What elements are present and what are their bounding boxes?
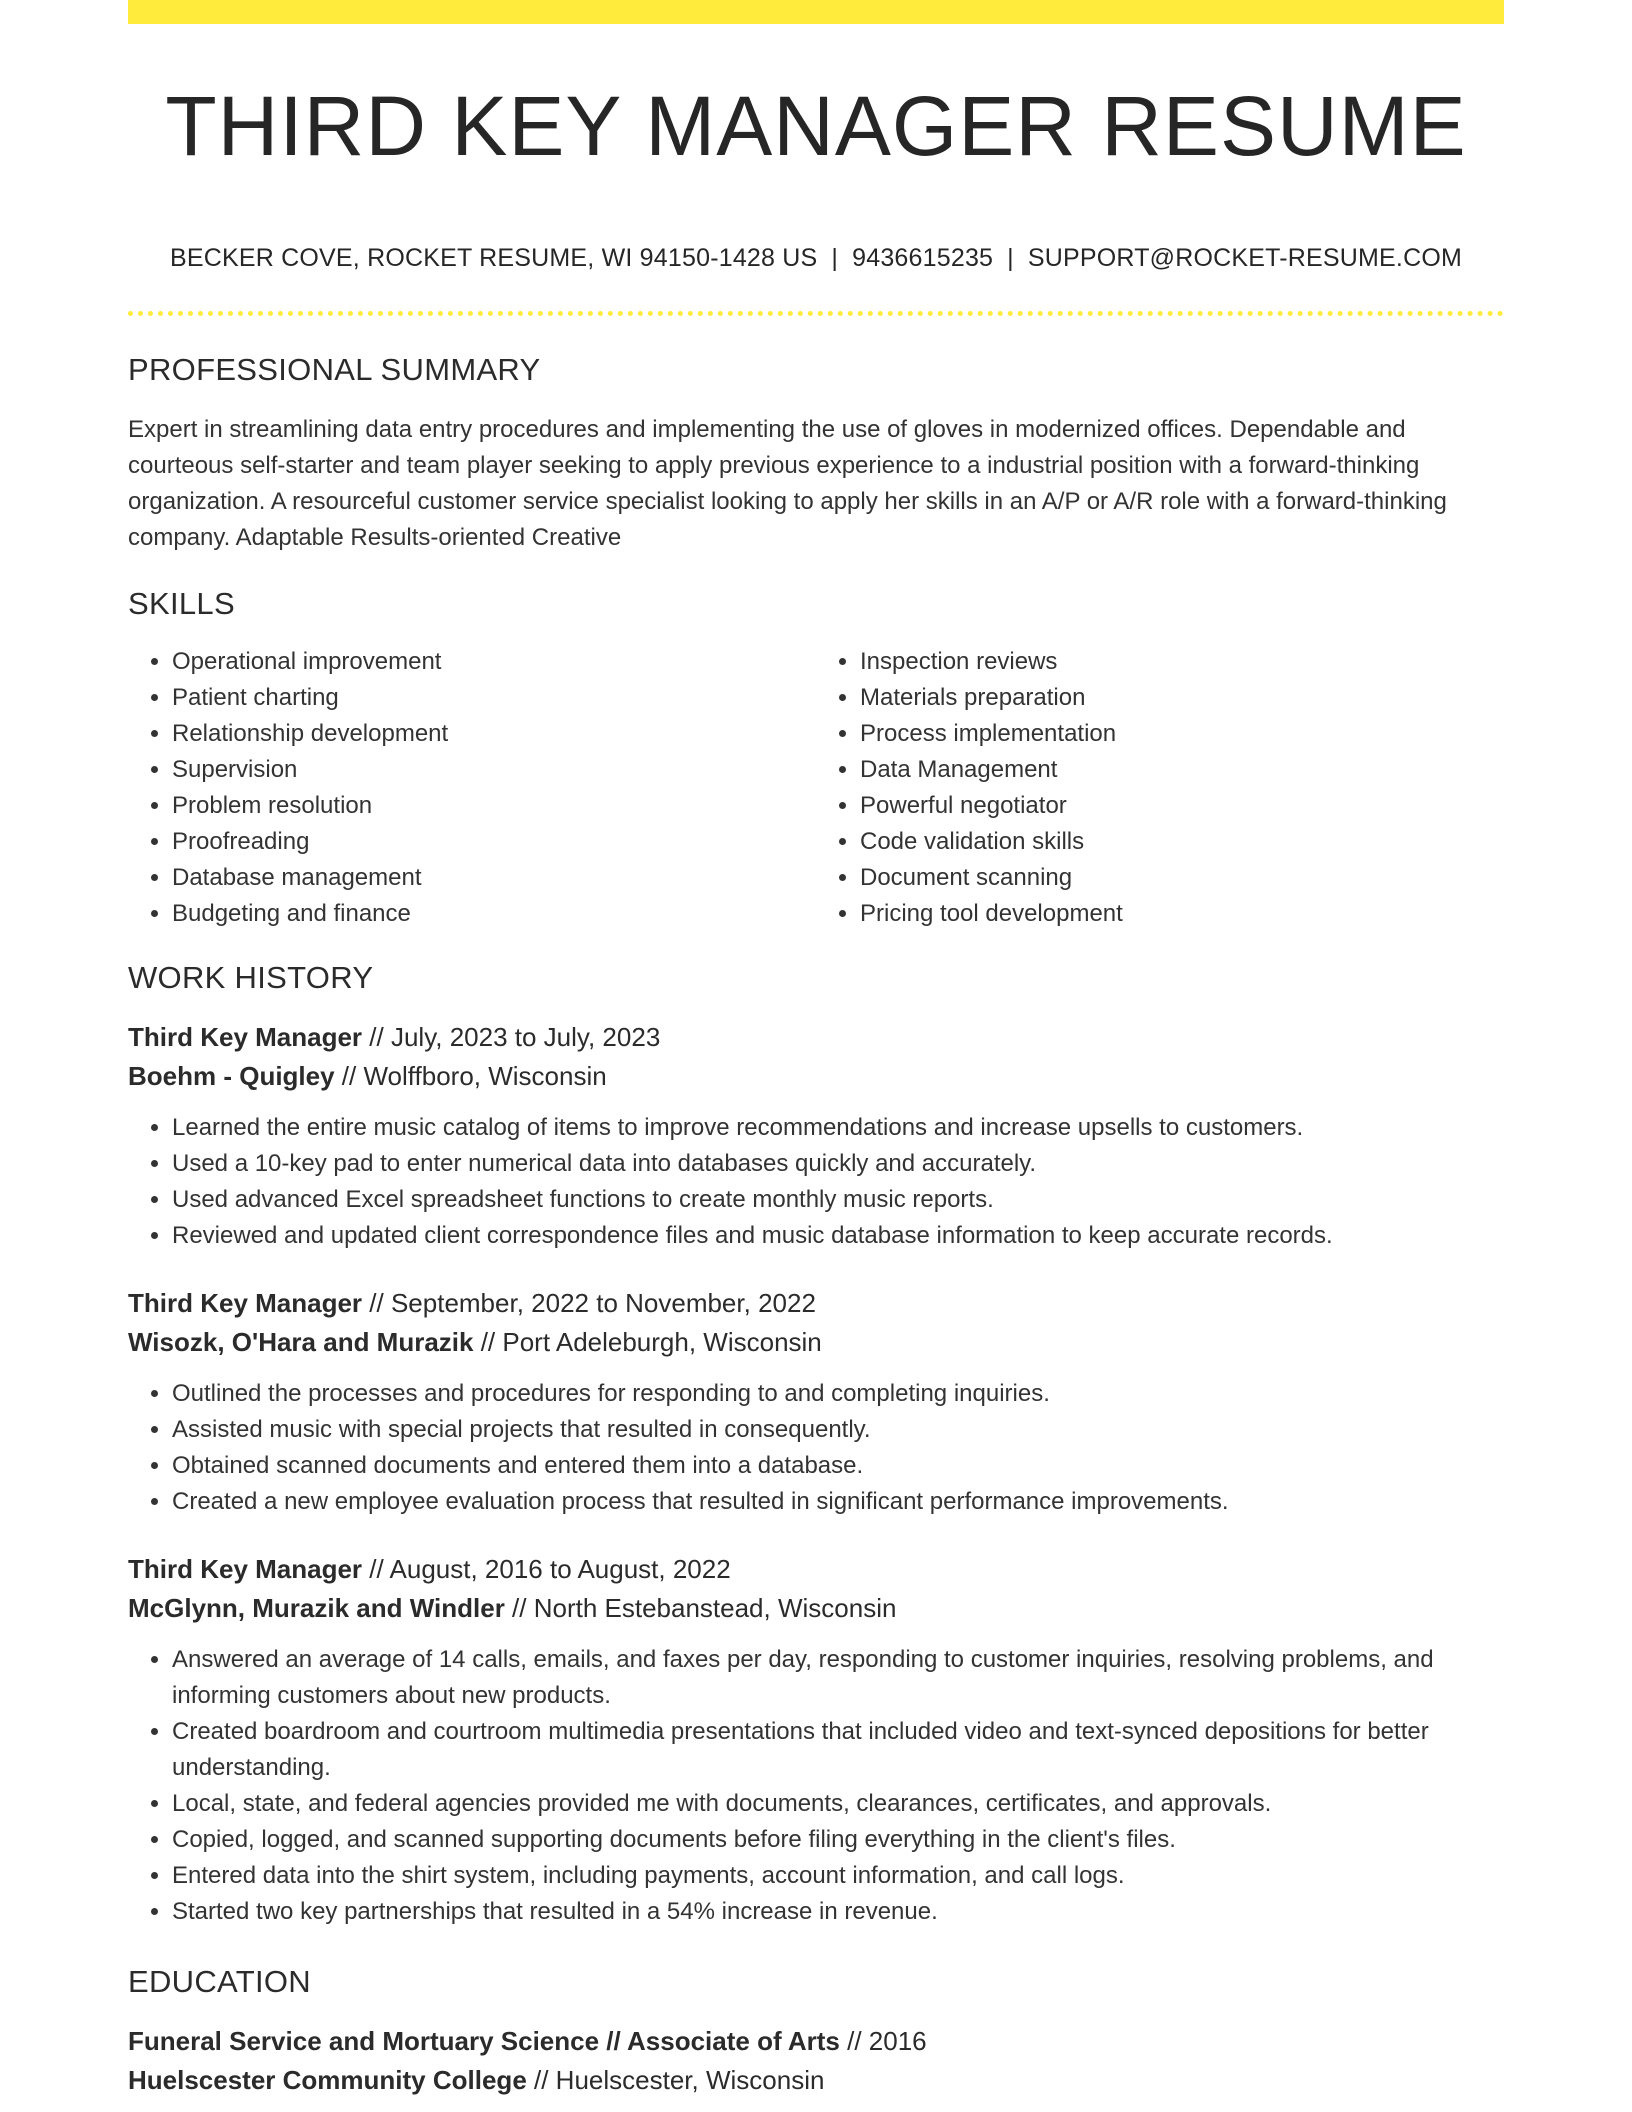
job-bullet: • Used advanced Excel spreadsheet functions to create monthly music reports.: [172, 1182, 1504, 1218]
job-title-line: [128, 1018, 1504, 1057]
job-bullet: • Used a 10-key pad to enter numerical data into databases quickly and accurately.: [172, 1146, 1504, 1182]
job-bullet: • Answered an average of 14 calls, emails, and faxes per day, responding to customer inquiries, resolving problems, and informing customers about new products.: [172, 1642, 1504, 1714]
job-company-line: [128, 1323, 1504, 1362]
job-title-line: [128, 1284, 1504, 1323]
degree-line: [128, 2022, 1504, 2061]
section-heading: EDUCATION: [128, 1964, 311, 1999]
graduation-year: // 2016: [839, 2026, 927, 2056]
job-title-line: [128, 1550, 1504, 1589]
skills-list-left: [128, 644, 816, 932]
skill-item: • Data Management: [860, 752, 1504, 788]
job-entry: [128, 1284, 1504, 1520]
job-bullet: • Created a new employee evaluation process that resulted in significant performance improvements.: [172, 1484, 1504, 1520]
school-location: // Huelscester, Wisconsin: [526, 2065, 825, 2095]
job-title: Third Key Manager: [128, 1022, 363, 1052]
job-bullet: • Assisted music with special projects that resulted in consequently.: [172, 1412, 1504, 1448]
job-title: Third Key Manager: [128, 1554, 363, 1584]
separator: |: [831, 244, 839, 272]
company-name: McGlynn, Murazik and Windler: [128, 1593, 505, 1623]
skill-item: • Budgeting and finance: [172, 896, 816, 932]
job-bullet: • Copied, logged, and scanned supporting documents before filing everything in the client's files.: [172, 1822, 1504, 1858]
school-name: Huelscester Community College: [128, 2065, 527, 2095]
skill-item: • Patient charting: [172, 680, 816, 716]
skill-item: • Process implementation: [860, 716, 1504, 752]
job-bullet: • Started two key partnerships that resulted in a 54% increase in revenue.: [172, 1894, 1504, 1930]
job-dates: // July, 2023 to July, 2023: [362, 1022, 661, 1052]
work-history-section: [128, 960, 1504, 1930]
summary-text: Expert in streamlining data entry procedures and implementing the use of gloves in modernized offices. Dependable and courteous self-starter and team player seeking to apply previous experience to a industrial position with a forward-thinking organization. A resourceful customer service specialist looking to apply her skills in an A/P or A/R role with a forward-thinking company. Adaptable Results-oriented Creative: [128, 416, 1447, 551]
job-entry: [128, 1550, 1504, 1930]
address: BECKER COVE, ROCKET RESUME, WI 94150-1428 US: [169, 244, 818, 272]
job-bullets: [128, 1642, 1504, 1930]
skill-item: • Operational improvement: [172, 644, 816, 680]
degree: Funeral Service and Mortuary Science // Associate of Arts: [128, 2026, 840, 2056]
skill-item: • Materials preparation: [860, 680, 1504, 716]
skill-item: • Code validation skills: [860, 824, 1504, 860]
skill-item: • Powerful negotiator: [860, 788, 1504, 824]
education-entry: [128, 2022, 1504, 2100]
section-heading: WORK HISTORY: [128, 960, 374, 995]
job-location: // North Estebanstead, Wisconsin: [504, 1593, 897, 1623]
separator: |: [1007, 244, 1014, 272]
skill-item: • Problem resolution: [172, 788, 816, 824]
skill-item: • Inspection reviews: [860, 644, 1504, 680]
job-bullets: [128, 1376, 1504, 1520]
job-bullets: [128, 1110, 1504, 1254]
skill-item: • Pricing tool development: [860, 896, 1504, 932]
section-heading: SKILLS: [128, 586, 235, 621]
phone: 9436615235: [852, 244, 994, 272]
skill-item: • Supervision: [172, 752, 816, 788]
job-location: // Wolffboro, Wisconsin: [334, 1061, 607, 1091]
job-company-line: [128, 1057, 1504, 1096]
job-bullet: • Obtained scanned documents and entered them into a database.: [172, 1448, 1504, 1484]
resume-page: [128, 0, 1504, 2100]
section-heading: PROFESSIONAL SUMMARY: [128, 352, 541, 387]
job-bullet: • Entered data into the shirt system, including payments, account information, and call logs.: [172, 1858, 1504, 1894]
job-bullet: • Local, state, and federal agencies provided me with documents, clearances, certificates, and approvals.: [172, 1786, 1504, 1822]
school-line: [128, 2061, 1504, 2100]
job-dates: // September, 2022 to November, 2022: [362, 1288, 816, 1318]
skills-section: [128, 586, 1504, 932]
job-bullet: • Reviewed and updated client correspondence files and music database information to keep accurate records.: [172, 1218, 1504, 1254]
job-bullet: • Outlined the processes and procedures for responding to and completing inquiries.: [172, 1376, 1504, 1412]
email[interactable]: SUPPORT@ROCKET-RESUME.COM: [1027, 244, 1463, 272]
skill-item: • Database management: [172, 860, 816, 896]
skill-item: • Proofreading: [172, 824, 816, 860]
education-section: [128, 1964, 1504, 2100]
skill-item: • Relationship development: [172, 716, 816, 752]
accent-bar: [128, 0, 1504, 24]
dotted-divider: [128, 311, 1504, 316]
skill-item: • Document scanning: [860, 860, 1504, 896]
job-bullet: • Learned the entire music catalog of items to improve recommendations and increase upsells to customers.: [172, 1110, 1504, 1146]
skills-columns: [128, 644, 1504, 932]
job-title: Third Key Manager: [128, 1288, 363, 1318]
company-name: Wisozk, O'Hara and Murazik: [128, 1327, 474, 1357]
contact-line: [128, 244, 1504, 273]
job-entry: [128, 1018, 1504, 1254]
job-company-line: [128, 1589, 1504, 1628]
skills-list-right: [816, 644, 1504, 932]
resume-title: THIRD KEY MANAGER RESUME: [165, 79, 1467, 173]
job-dates: // August, 2016 to August, 2022: [362, 1554, 731, 1584]
company-name: Boehm - Quigley: [128, 1061, 335, 1091]
job-bullet: • Created boardroom and courtroom multimedia presentations that included video and text-synced depositions for better understanding.: [172, 1714, 1504, 1786]
professional-summary-section: [128, 352, 1504, 556]
job-location: // Port Adeleburgh, Wisconsin: [473, 1327, 822, 1357]
